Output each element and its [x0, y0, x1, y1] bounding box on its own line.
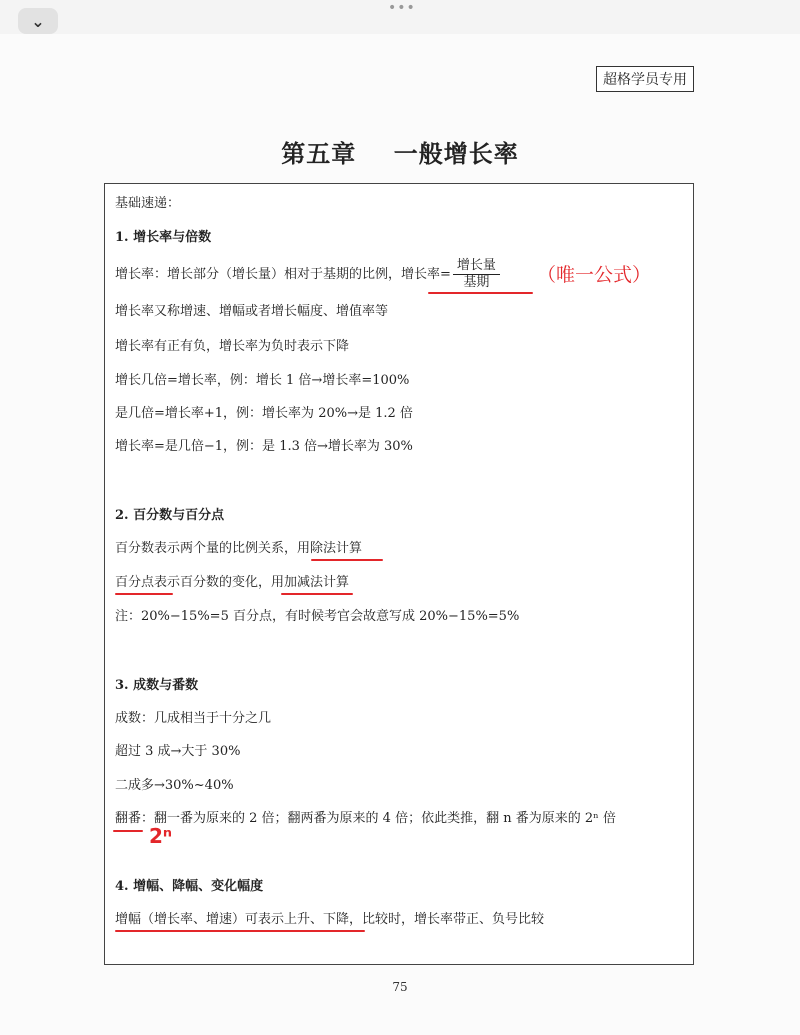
handwritten-note-formula: （唯一公式） — [537, 264, 652, 286]
section4-line: 增幅（增长率、增速）可表示上升、下降，比较时，增长率带正、负号比较 — [115, 912, 545, 927]
section3-line: 超过 3 成→大于 30% — [115, 744, 241, 759]
underline-division — [311, 559, 383, 561]
section3-line: 成数：几成相当于十分之几 — [115, 711, 272, 726]
section3-line: 翻番：翻一番为原来的 2 倍；翻两番为原来的 4 倍；依此类推，翻 n 番为原来的 2ⁿ 倍 — [115, 811, 616, 826]
underline-percentage-point — [115, 593, 173, 595]
more-dots-icon[interactable]: ••• — [388, 0, 416, 16]
section2-line: 百分点表示百分数的变化，用加减法计算 — [115, 575, 350, 590]
section2-line: 注：20%−15%=5 百分点，有时候考官会故意写成 20%−15%=5% — [115, 609, 520, 624]
section1-line: 增长率有正有负，增长率为负时表示下降 — [115, 339, 350, 354]
chevron-down-icon: ⌄ — [31, 11, 45, 31]
collapse-button[interactable] — [18, 8, 58, 34]
section3-line: 二成多→30%~40% — [115, 778, 234, 793]
chapter-title: 第五章 一般增长率 — [281, 139, 519, 168]
section2-heading: 2. 百分数与百分点 — [115, 508, 225, 523]
fraction-numerator: 增长量 — [453, 258, 500, 275]
underline-increase-decrease — [115, 930, 365, 932]
intro-label: 基础速递： — [115, 196, 181, 211]
section1-heading: 1. 增长率与倍数 — [115, 230, 212, 245]
growth-rate-fraction — [453, 258, 500, 291]
page-number: 75 — [392, 980, 408, 994]
content-box — [104, 183, 694, 965]
section3-heading: 3. 成数与番数 — [115, 678, 199, 693]
section1-line: 增长几倍=增长率，例：增长 1 倍→增长率=100% — [115, 373, 410, 388]
section4-heading: 4. 增幅、降幅、变化幅度 — [115, 879, 264, 894]
underline-formula — [428, 292, 533, 294]
section2-line: 百分数表示两个量的比例关系，用除法计算 — [115, 541, 363, 556]
student-badge: 超格学员专用 — [596, 66, 694, 92]
section1-line: 增长率=是几倍−1，例：是 1.3 倍→增长率为 30% — [115, 439, 413, 454]
fraction-denominator: 基期 — [463, 275, 490, 290]
document-page — [0, 34, 800, 1035]
underline-fanfan — [113, 830, 143, 832]
underline-add-subtract — [281, 593, 353, 595]
section1-line: 是几倍=增长率+1，例：增长率为 20%→是 1.2 倍 — [115, 406, 413, 421]
growth-rate-definition — [115, 258, 502, 291]
section1-line: 增长率又称增速、增幅或者增长幅度、增值率等 — [115, 304, 389, 319]
handwritten-note-power: 2ⁿ — [149, 824, 173, 848]
definition-text: 增长率：增长部分（增长量）相对于基期的比例，增长率= — [115, 267, 451, 282]
